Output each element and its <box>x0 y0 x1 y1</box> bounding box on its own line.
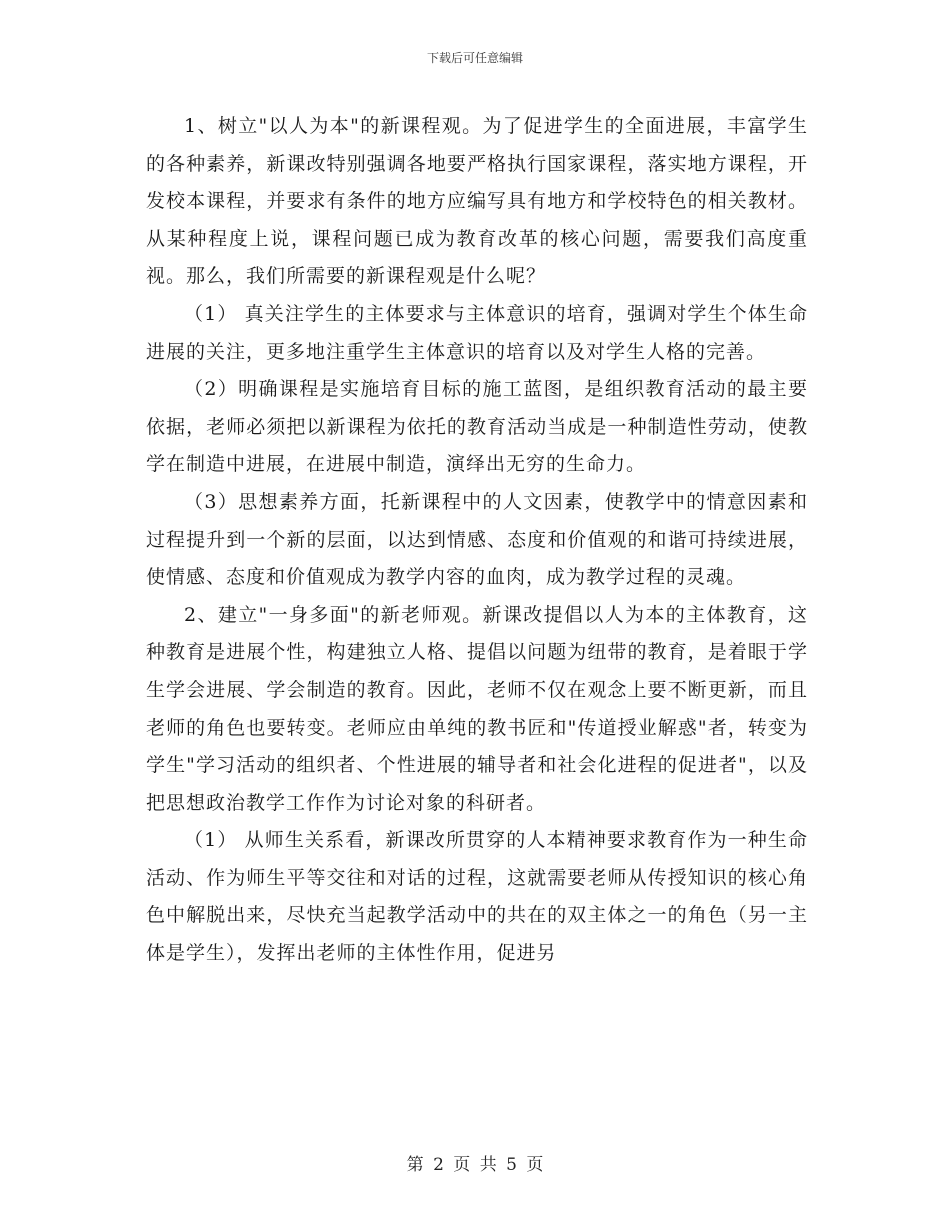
page-header: 下载后可任意编辑 <box>426 51 523 65</box>
page-number-footer: 第 2 页 共 5 页 <box>406 1155 544 1175</box>
paragraph-2: （1） 真关注学生的主体要求与主体意识的培育，强调对学生个体生命进展的关注，更多地注重学生主体意识的培育以及对学生人格的完善。 <box>146 302 808 363</box>
paragraph-3: （2）明确课程是实施培育目标的施工蓝图，是组织教育活动的最主要依据，老师必须把以新课程为依托的教育活动当成是一种制造性劳动，使教学在制造中进展，在进展中制造，演绎出无穷的生命力。 <box>146 378 808 476</box>
document-body <box>146 108 808 973</box>
paragraph-1: 1、树立"以人为本"的新课程观。为了促进学生的全面进展，丰富学生的各种素养，新课改特别强调各地要严格执行国家课程，落实地方课程，开发校本课程，并要求有条件的地方应编写具有地方和学校特色的相关教材。从某种程度上说，课程问题已成为教育改革的核心问题，需要我们高度重视。那么，我们所需要的新课程观是什么呢？ <box>146 115 808 288</box>
paragraph-5: 2、建立"一身多面"的新老师观。新课改提倡以人为本的主体教育，这种教育是进展个性，构建独立人格、提倡以问题为纽带的教育，是着眼于学生学会进展、学会制造的教育。因此，老师不仅在观念上要不断更新，而且老师的角色也要转变。老师应由单纯的教书匠和"传道授业解惑"者，转变为学生"学习活动的组织者、个性进展的辅导者和社会化进程的促进者"，以及把思想政治教学工作作为讨论对象的科研者。 <box>146 603 808 814</box>
paragraph-6: （1） 从师生关系看，新课改所贯穿的人本精神要求教育作为一种生命活动、作为师生平等交往和对话的过程，这就需要老师从传授知识的核心角色中解脱出来，尽快充当起教学活动中的共在的双主体之一的角色（另一主体是学生），发挥出老师的主体性作用，促进另 <box>146 829 808 965</box>
paragraph-4: （3）思想素养方面，托新课程中的人文因素，使教学中的情意因素和过程提升到一个新的层面，以达到情感、态度和价值观的和谐可持续进展，使情感、态度和价值观成为教学内容的血肉，成为教学过程的灵魂。 <box>146 490 808 589</box>
